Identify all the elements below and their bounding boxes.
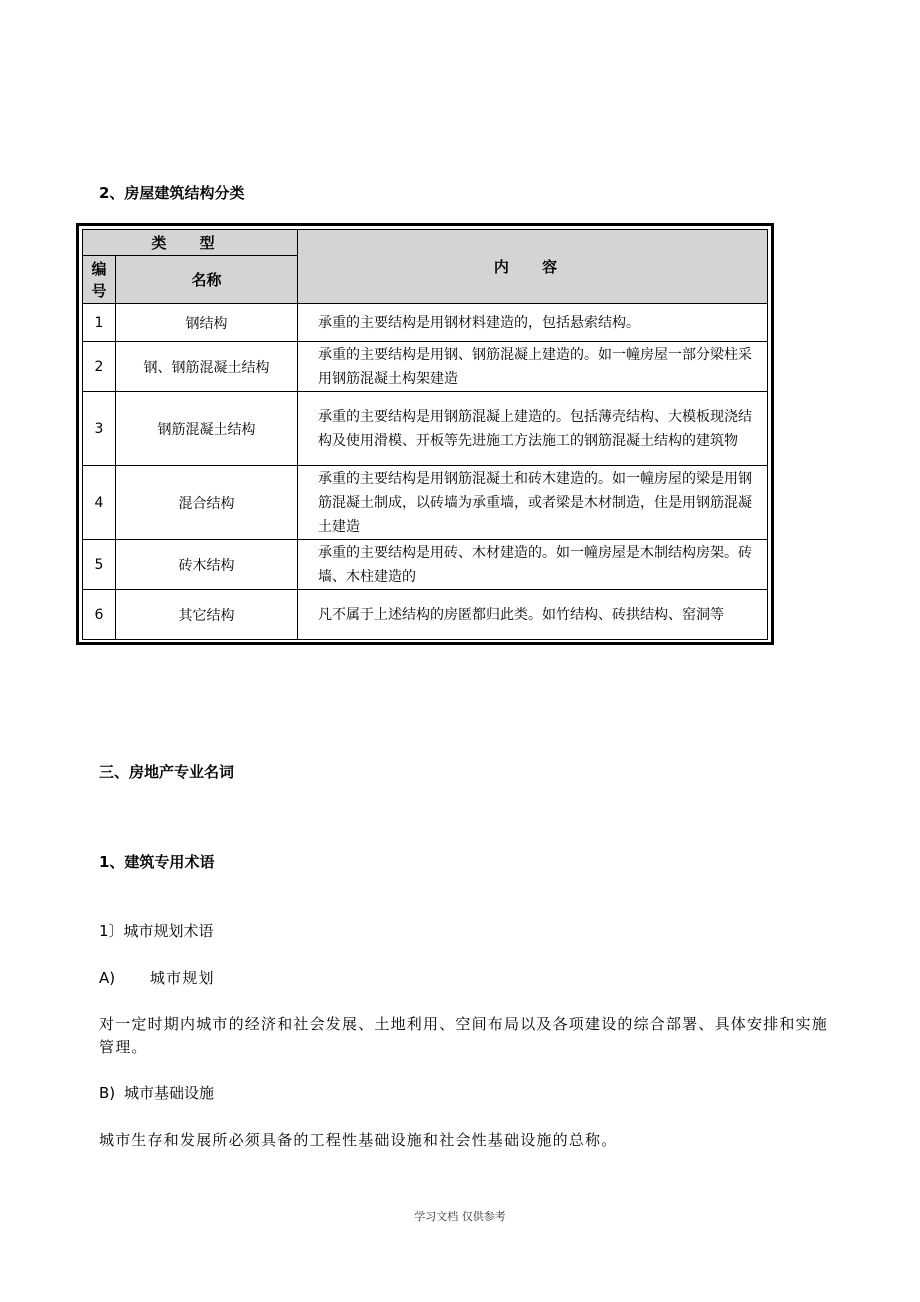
row-number: 4 xyxy=(83,466,116,540)
table-row xyxy=(83,540,768,590)
row-name: 砖木结构 xyxy=(116,540,298,590)
section-3-1-heading: 1、建筑专用术语 xyxy=(99,853,215,871)
header-content: 内 容 xyxy=(298,230,768,304)
table-row xyxy=(83,392,768,466)
row-name: 混合结构 xyxy=(116,466,298,540)
row-name: 钢筋混凝土结构 xyxy=(116,392,298,466)
structure-classification-table xyxy=(76,223,774,645)
row-content: 承重的主要结构是用钢、钢筋混凝上建造的。如一幢房屋一部分梁柱采用钢筋混凝土构架建造 xyxy=(298,342,768,392)
row-content: 承重的主要结构是用砖、木材建造的。如一幢房屋是木制结构房架。砖墙、木柱建造的 xyxy=(298,540,768,590)
table-row xyxy=(83,342,768,392)
term-b-definition: 城市生存和发展所必须具备的工程性基础设施和社会性基础设施的总称。 xyxy=(99,1131,618,1149)
row-number: 3 xyxy=(83,392,116,466)
row-number: 5 xyxy=(83,540,116,590)
header-type: 类 型 xyxy=(83,230,298,256)
row-name: 钢、钢筋混凝土结构 xyxy=(116,342,298,392)
section-2-heading: 2、房屋建筑结构分类 xyxy=(99,184,245,202)
row-number: 1 xyxy=(83,304,116,342)
row-content: 承重的主要结构是用钢筋混凝土和砖木建造的。如一幢房屋的梁是用钢筋混凝土制成，以砖墙为承重墙，或者梁是木材制造，住是用钢筋混凝土建造 xyxy=(298,466,768,540)
table-header-row-1 xyxy=(83,230,768,256)
table-row xyxy=(83,466,768,540)
row-number: 2 xyxy=(83,342,116,392)
row-content: 凡不属于上述结构的房匿都归此类。如竹结构、砖拱结构、窑洞等 xyxy=(298,590,768,640)
row-content: 承重的主要结构是用钢材料建造的，包括悬索结构。 xyxy=(298,304,768,342)
table-row xyxy=(83,304,768,342)
row-number: 6 xyxy=(83,590,116,640)
term-b-title: 城市基础设施 xyxy=(123,1084,214,1102)
term-a-label: A) xyxy=(99,969,116,987)
term-a-title: 城市规划 xyxy=(149,969,215,987)
header-name: 名称 xyxy=(116,256,298,304)
page-footer: 学习文档 仅供参考 xyxy=(414,1210,506,1223)
term-b-label: B) xyxy=(99,1084,116,1102)
header-number: 编号 xyxy=(83,256,116,304)
row-name: 其它结构 xyxy=(116,590,298,640)
section-3-heading: 三、房地产专业名词 xyxy=(99,763,235,781)
term-a-definition: 对一定时期内城市的经济和社会发展、土地利用、空间布局以及各项建设的综合部署、具体安排和实施管理。 xyxy=(99,1015,829,1056)
table-row xyxy=(83,590,768,640)
row-content: 承重的主要结构是用钢筋混凝上建造的。包括薄壳结构、大模板现浇结构及使用滑模、开板等先进施工方法施工的钢筋混凝土结构的建筑物 xyxy=(298,392,768,466)
row-name: 钢结构 xyxy=(116,304,298,342)
term-b-heading xyxy=(99,1082,214,1105)
subsection-heading: 1〕城市规划术语 xyxy=(99,922,214,940)
term-a-heading xyxy=(99,967,215,990)
